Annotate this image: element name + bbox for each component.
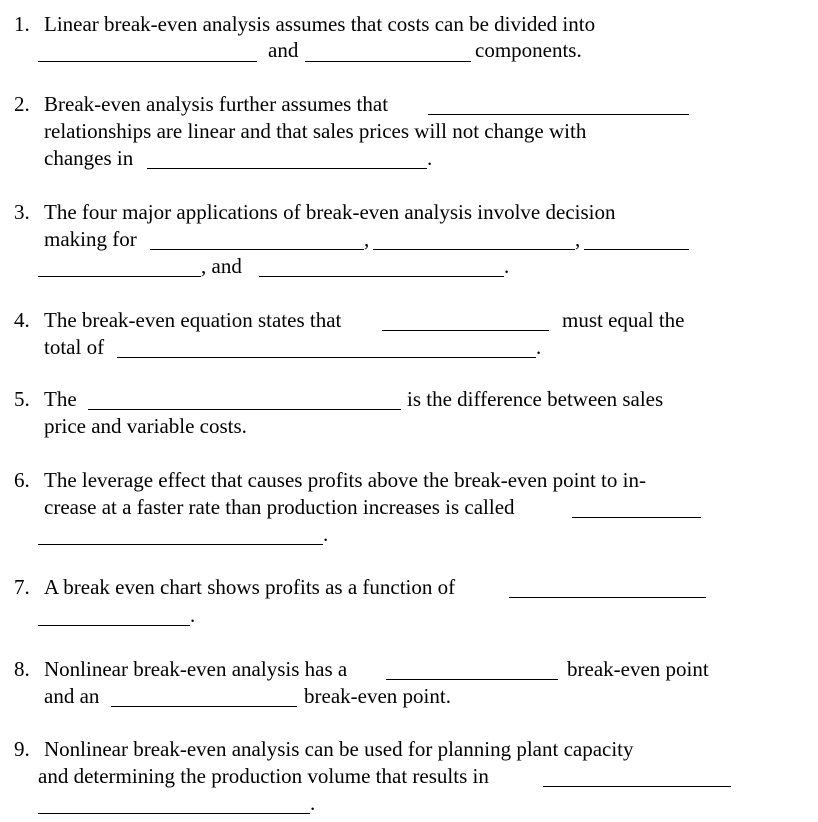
question-number: 3. — [14, 200, 30, 224]
question-text: A break even chart shows profits as a function of — [44, 575, 456, 599]
question-text: , and — [201, 254, 242, 278]
answer-blank[interactable] — [584, 249, 689, 250]
answer-blank[interactable] — [373, 249, 575, 250]
question-text: . — [310, 791, 316, 815]
question-text: . — [190, 603, 196, 627]
question-number: 4. — [14, 308, 30, 332]
answer-blank[interactable] — [38, 625, 190, 626]
answer-blank[interactable] — [111, 706, 297, 707]
question-text: and — [268, 38, 299, 62]
question-number: 6. — [14, 468, 30, 492]
question-text: The four major applications of break-even analysis involve decision — [44, 200, 616, 224]
question-text: relationships are linear and that sales prices will not change with — [44, 119, 587, 143]
question-text: The break-even equation states that — [44, 308, 342, 332]
answer-blank[interactable] — [572, 517, 701, 518]
question-text: changes in — [44, 146, 134, 170]
question-text: , — [575, 227, 581, 251]
question-text: Linear break-even analysis assumes that costs can be divided into — [44, 12, 596, 36]
question-text: total of — [44, 335, 105, 359]
question-number: 5. — [14, 387, 30, 411]
answer-blank[interactable] — [543, 786, 731, 787]
answer-blank[interactable] — [38, 276, 201, 277]
answer-blank[interactable] — [305, 61, 471, 62]
question-number: 8. — [14, 657, 30, 681]
question-number: 7. — [14, 575, 30, 599]
question-text: is the difference between sales — [407, 387, 664, 411]
answer-blank[interactable] — [117, 357, 536, 358]
question-text: Nonlinear break-even analysis has a — [44, 657, 348, 681]
answer-blank[interactable] — [88, 409, 401, 410]
answer-blank[interactable] — [509, 597, 706, 598]
answer-blank[interactable] — [38, 544, 323, 545]
question-text: . — [323, 522, 329, 546]
question-text: The leverage effect that causes profits above the break-even point to in- — [44, 468, 646, 492]
question-text: . — [536, 335, 542, 359]
question-text: . — [427, 146, 433, 170]
answer-blank[interactable] — [386, 679, 558, 680]
answer-blank[interactable] — [38, 61, 257, 62]
answer-blank[interactable] — [382, 330, 549, 331]
question-text: . — [504, 254, 510, 278]
question-text: components. — [475, 38, 582, 62]
question-text: break-even point — [567, 657, 709, 681]
answer-blank[interactable] — [428, 114, 689, 115]
question-text: , — [364, 227, 370, 251]
question-number: 2. — [14, 92, 30, 116]
question-text: Nonlinear break-even analysis can be used for planning plant capacity — [44, 737, 634, 761]
answer-blank[interactable] — [259, 276, 504, 277]
question-text: crease at a faster rate than production increases is called — [44, 495, 515, 519]
question-text: must equal the — [562, 308, 685, 332]
question-number: 1. — [14, 12, 30, 36]
question-text: price and variable costs. — [44, 414, 247, 438]
answer-blank[interactable] — [150, 249, 364, 250]
question-text: Break-even analysis further assumes that — [44, 92, 389, 116]
question-text: break-even point. — [304, 684, 451, 708]
question-text: The — [44, 387, 77, 411]
question-number: 9. — [14, 737, 30, 761]
question-text: making for — [44, 227, 137, 251]
answer-blank[interactable] — [147, 168, 427, 169]
question-text: and an — [44, 684, 100, 708]
question-text: and determining the production volume that results in — [38, 764, 489, 788]
answer-blank[interactable] — [38, 813, 310, 814]
